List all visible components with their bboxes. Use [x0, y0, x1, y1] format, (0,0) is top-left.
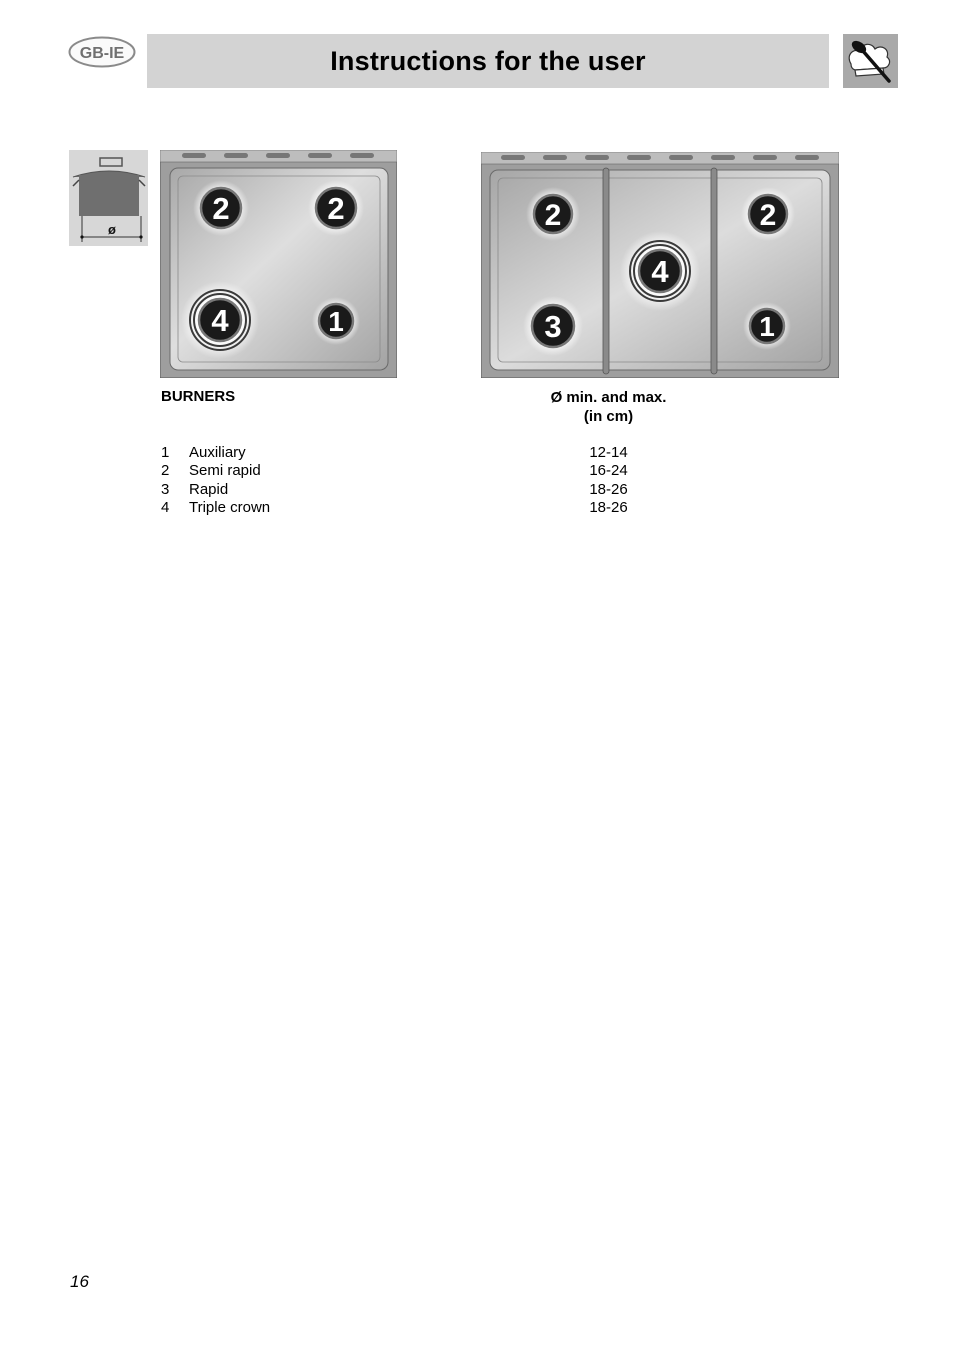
burner-row-number: 4 [161, 499, 170, 516]
burner-number: 1 [328, 306, 344, 337]
burner-row-number: 3 [161, 481, 170, 498]
page-number: 16 [70, 1272, 89, 1291]
burner-number: 3 [544, 309, 562, 344]
hob-diagram-4-burner [160, 150, 397, 378]
burner-row-diameter: 16-24 [589, 462, 628, 479]
hob-diagram-5-burner [481, 152, 839, 378]
burner-number: 2 [327, 191, 345, 226]
burners-column-header: BURNERS [161, 388, 236, 405]
diameter-header-line2: (in cm) [583, 408, 634, 425]
header-bar [147, 34, 829, 88]
burner-number: 2 [544, 199, 562, 232]
burner-row-diameter: 18-26 [589, 499, 628, 516]
gb-ie-badge [68, 36, 136, 68]
burner-number: 2 [212, 191, 230, 226]
burner-number: 2 [759, 199, 777, 232]
burner-row-name: Semi rapid [189, 462, 261, 479]
burner-row-diameter: 12-14 [589, 444, 628, 461]
burner-number: 4 [211, 303, 229, 338]
burner-number: 4 [651, 254, 669, 289]
burner-row-name: Rapid [189, 481, 229, 498]
page-title: Instructions for the user [330, 45, 646, 76]
badge-text: GB-IE [79, 45, 125, 62]
burner-row-name: Auxiliary [189, 444, 246, 461]
burner-row-number: 2 [161, 462, 170, 479]
burner-row-number: 1 [161, 444, 170, 461]
diameter-symbol: ø [108, 222, 116, 237]
chef-hat-spoon-icon [843, 34, 898, 88]
pot-diameter-diagram [69, 150, 148, 246]
burner-row-diameter: 18-26 [589, 481, 628, 498]
burner-number: 1 [759, 311, 775, 342]
burner-row-name: Triple crown [189, 499, 271, 516]
diameter-column-header [527, 388, 690, 426]
diameter-header-line1: Ø min. and max. [550, 389, 667, 406]
